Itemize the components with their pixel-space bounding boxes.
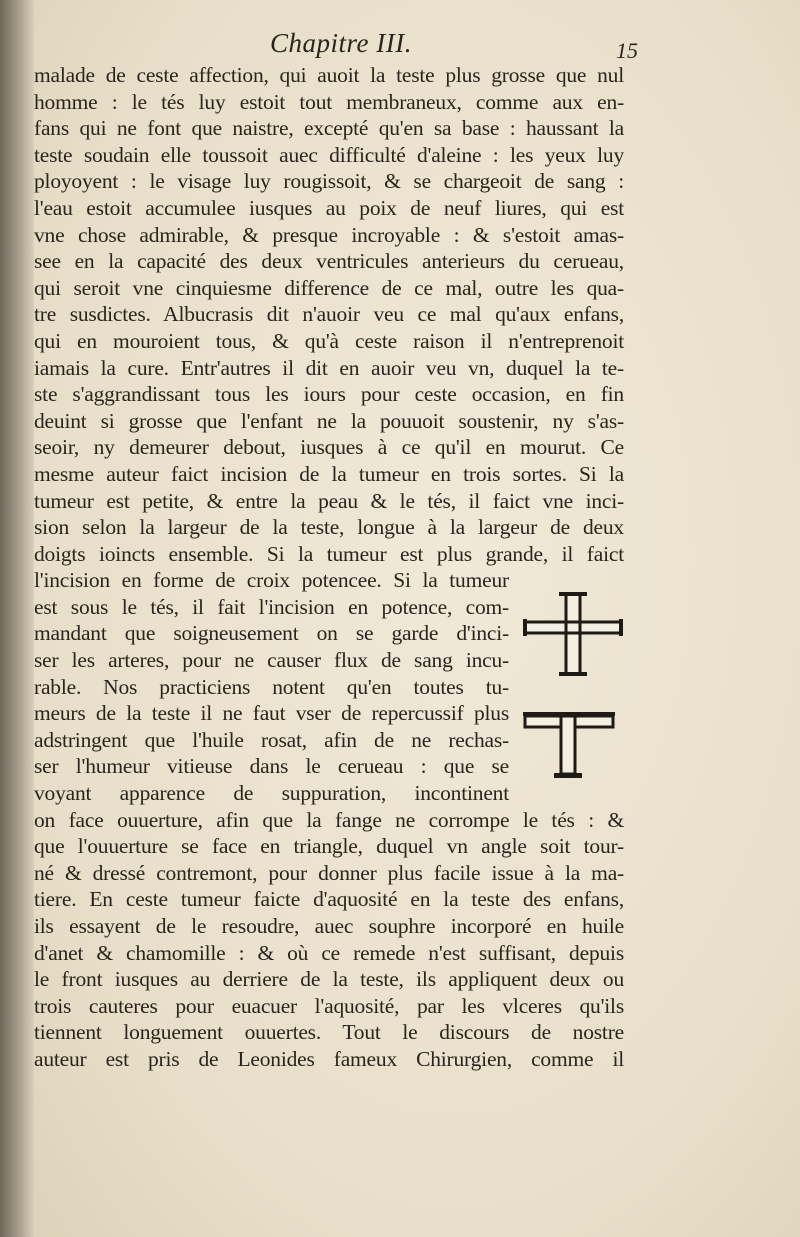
text-line: d'anet & chamomille : & où ce remede n'est suffisant, depuis [34,940,624,965]
text-line: fans qui ne font que naistre, excepté qu'en sa base : haussant la [34,116,624,141]
text-line: né & dressé contremont, pour donner plus facile issue à la ma- [34,860,624,885]
text-line: que l'ouuerture se face en triangle, duquel vn angle soit tour- [34,834,624,859]
text-line: sion selon la largeur de la teste, longue à la largeur de deux [34,515,624,540]
text-line: meurs de la teste il ne faut vser de repercussif plus [34,701,509,726]
text-line: l'eau estoit accumulee iusques au poix de neuf liures, qui est [34,195,624,220]
text-line: qui en mouroient tous, & qu'à ceste raison il n'entreprenoit [34,328,624,353]
text-line: mandant que soigneusement on se garde d'inci- [34,621,509,646]
text-line: le front iusques au derriere de la teste, ils appliquent deux ou [34,967,624,992]
text-line: tiere. En ceste tumeur faicte d'aquosité en la teste des enfans, [34,887,624,912]
text-line: tumeur est petite, & entre la peau & le tés, il faict vne inci- [34,488,624,513]
running-title: Chapitre III. [270,28,412,58]
text-line: ser l'humeur vitieuse dans le cerueau : que se [34,754,509,779]
text-line: see en la capacité des deux ventricules anterieurs du cerueau, [34,249,624,274]
text-line: ployoyent : le visage luy rougissoit, & se chargeoit de sang : [34,169,624,194]
text-line: auteur est pris de Leonides fameux Chirurgien, comme il [34,1046,624,1071]
text-line: mesme auteur faict incision de la tumeur en trois sortes. Si la [34,461,624,486]
text-line: ils essayent de le resoudre, auec souphre incorporé en huile [34,914,624,938]
potence-figure [523,712,615,778]
text-line: ser les arteres, pour ne causer flux de sang incu- [34,648,509,673]
text-line: teste soudain elle toussoit auec difficulté d'aleine : les yeux luy [34,142,624,167]
text-line: trois cauteres pour euacuer l'aquosité, par les vlceres qu'ils [34,993,624,1018]
text-line: seoir, ny demeurer debout, iusques à ce qu'il en mourut. Ce [34,435,624,460]
text-line: adstringent que l'huile rosat, afin de ne rechas- [34,727,509,752]
text-line: deuint si grosse que l'enfant ne la pouuoit soustenir, ny s'as- [34,408,624,433]
text-line: vne chose admirable, & presque incroyable : & s'estoit amas- [34,222,624,247]
text-line: homme : le tés luy estoit tout membraneux, comme aux en- [34,89,624,114]
text-line: doigts ioincts ensemble. Si la tumeur est plus grande, il faict [34,541,624,566]
text-line: voyant apparence de suppuration, incontinent [34,781,509,806]
body-text [34,62,624,1073]
text-line: tre susdictes. Albucrasis dit n'auoir veu ce mal qu'aux enfans, [34,302,624,327]
page-number: 15 [616,38,638,63]
page-gutter [0,0,34,1237]
text-line: on face ouuerture, afin que la fange ne corrompe le tés : & [34,807,624,832]
text-line: tiennent longuement ouuertes. Tout le discours de nostre [34,1020,624,1045]
text-line: malade de ceste affection, qui auoit la teste plus grosse que nul [34,63,624,87]
text-line: est sous le tés, il fait l'incision en potence, com- [34,594,509,619]
text-line: rable. Nos practiciens notent qu'en toutes tu- [34,674,509,699]
text-line: iamais la cure. Entr'autres il dit en auoir veu vn, duquel la te- [34,355,624,380]
text-line: qui seroit vne cinquiesme difference de ce mal, outre les qua- [34,275,624,300]
potent-cross-figure [523,592,623,676]
text-line: ste s'aggrandissant tous les iours pour ceste occasion, en fin [34,382,624,407]
text-line: l'incision en forme de croix potencee. Si la tumeur [34,568,509,593]
